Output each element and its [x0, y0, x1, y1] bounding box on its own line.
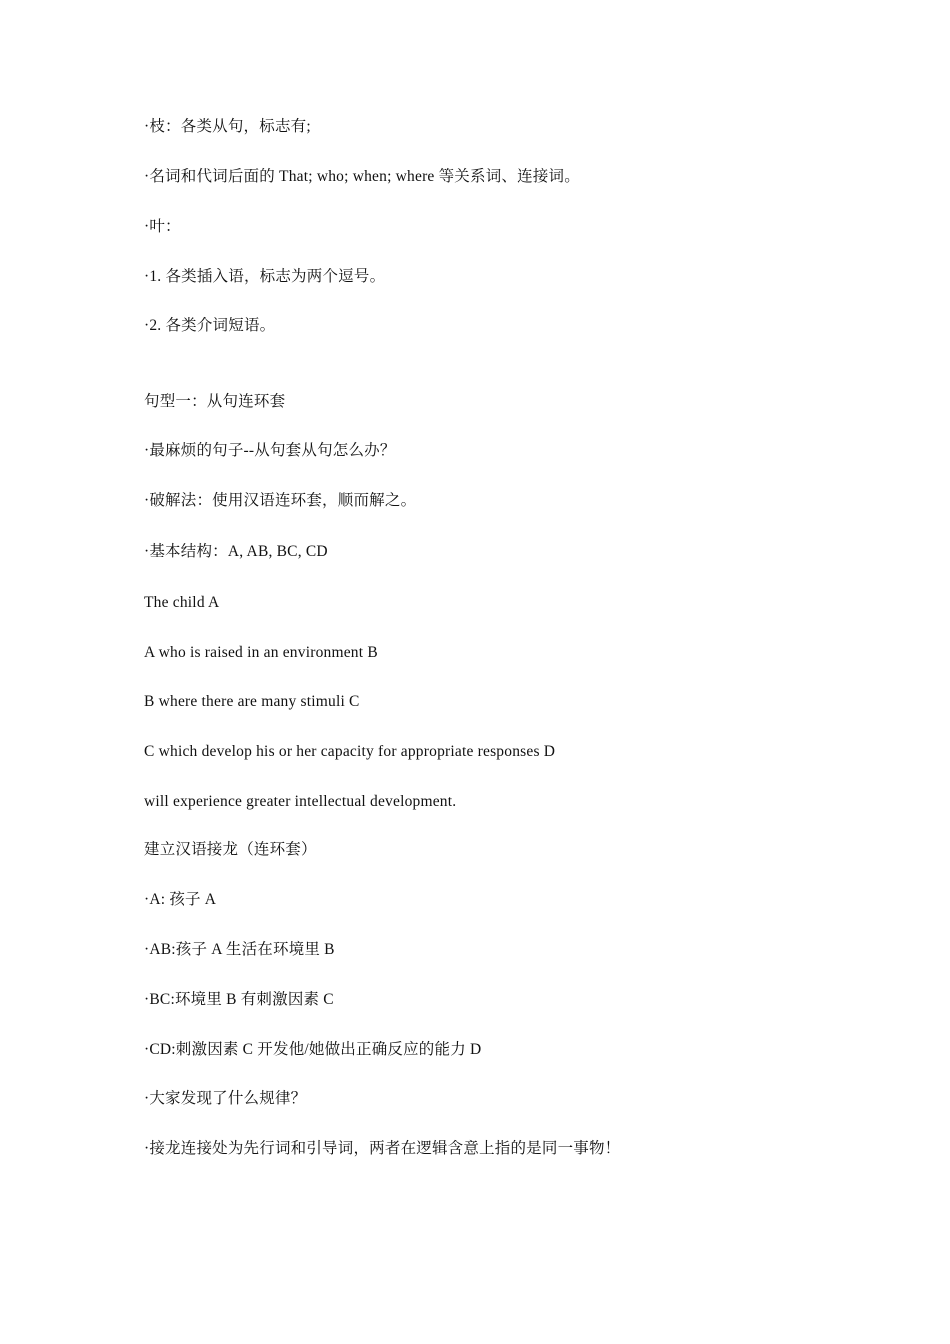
text-line-relative-words: ·名词和代词后面的 That; who; when; where 等关系词、连接词。: [144, 168, 580, 185]
example-line-ab: A who is raised in an environment B: [144, 644, 378, 661]
text-line-pattern-question: ·大家发现了什么规律？: [144, 1090, 307, 1107]
example-line-cd: C which develop his or her capacity for appropriate responses D: [144, 743, 556, 760]
chain-line-bc: ·BC:环境里 B 有刺激因素 C: [144, 991, 334, 1008]
text-line-solution: ·破解法：使用汉语连环套，顺而解之。: [144, 492, 417, 509]
example-line-bc: B where there are many stimuli C: [144, 693, 360, 710]
text-line-branch: ·枝：各类从句，标志有;: [144, 118, 311, 135]
text-line-conclusion: ·接龙连接处为先行词和引导词，两者在逻辑含意上指的是同一事物！: [144, 1140, 621, 1157]
chain-line-cd: ·CD:刺激因素 C 开发他/她做出正确反应的能力 D: [144, 1041, 482, 1058]
text-line-structure: ·基本结构：A, AB, BC, CD: [144, 543, 328, 560]
text-line-item-1: ·1. 各类插入语，标志为两个逗号。: [144, 268, 386, 285]
text-line-question: ·最麻烦的句子--从句套从句怎么办？: [144, 442, 396, 459]
text-line-leaf: ·叶：: [144, 218, 181, 235]
example-line-a: The child A: [144, 594, 220, 611]
chain-line-ab: ·AB:孩子 A 生活在环境里 B: [144, 941, 335, 958]
chain-line-a: ·A: 孩子 A: [144, 891, 217, 908]
section-heading: 句型一：从句连环套: [144, 393, 286, 410]
subsection-heading: 建立汉语接龙（连环套）: [144, 841, 317, 858]
example-line-end: will experience greater intellectual development.: [144, 793, 457, 810]
text-line-item-2: ·2. 各类介词短语。: [144, 317, 276, 334]
